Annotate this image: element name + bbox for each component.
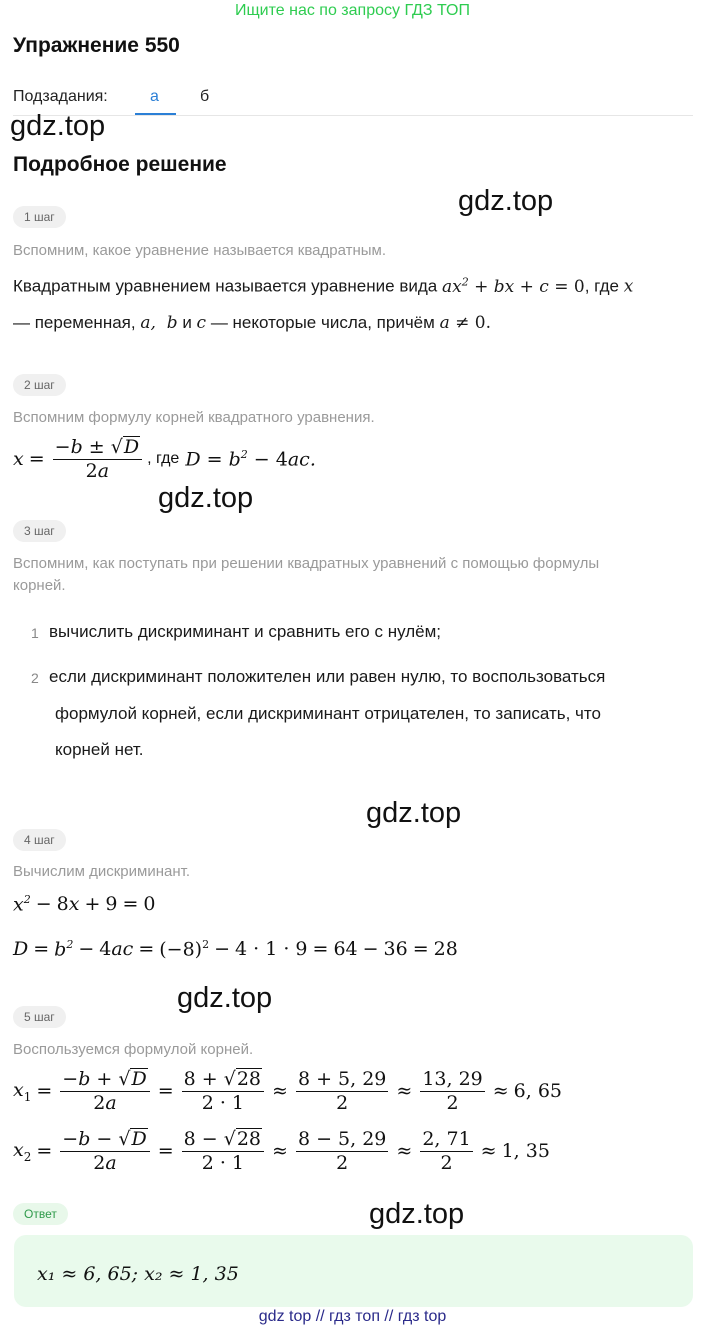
step-text	[13, 313, 491, 333]
list-item: формулой корней, если дискриминант отрицателен, то записать, что	[55, 704, 601, 723]
text-fragment: и	[182, 313, 192, 332]
step-hint: Вспомним, как поступать при решении квадратных уравнений с помощью формулы	[13, 555, 600, 572]
answer-value: x₁ ≈ 6, 65; x₂ ≈ 1, 35	[37, 1263, 239, 1285]
root-x2: $x_2$ = $\frac{-b - √D}{2a}$ = $\frac{8 - √28}{2 \cdot 1}$ ≈ $\frac{8 - 5, 29}{2}$ ≈ $\frac{2, 71}{2}$ ≈ 1, 35	[13, 1128, 550, 1174]
formula: a, b	[140, 313, 178, 333]
answer-badge: Ответ	[13, 1203, 68, 1225]
root-formula: x = $\frac{-b \pm √D}{2a}$ , где $D = b^2 - 4ac$.	[13, 436, 316, 482]
tab-a[interactable]: а	[150, 88, 159, 105]
step-hint: Вычислим дискриминант.	[13, 863, 190, 880]
text-fragment: — переменная,	[13, 313, 136, 332]
list-item: если дискриминант положителен или равен нулю, то воспользоваться	[49, 667, 606, 686]
list-number: 1	[31, 625, 39, 641]
discriminant-calc: D = $b^2$ − 4 ac = $(-8)^2$ − 4 · 1 · 9 = 64 − 36 = 28	[13, 938, 458, 961]
footer-links[interactable]: gdz top // гдз топ // гдз top	[258, 1308, 447, 1325]
step-hint: Вспомним, какое уравнение называется квадратным.	[13, 242, 387, 259]
watermark: gdz.top	[177, 982, 273, 1014]
step-badge: 3 шаг	[13, 520, 66, 542]
watermark: gdz.top	[158, 482, 254, 514]
list-number: 2	[31, 670, 39, 686]
step-badge: 2 шаг	[13, 374, 66, 396]
step-hint: Вспомним формулу корней квадратного уравнения.	[13, 409, 375, 426]
section-title: Подробное решение	[13, 153, 227, 176]
watermark: gdz.top	[366, 797, 462, 829]
root-x1: $x_1$ = $\frac{-b + √D}{2a}$ = $\frac{8 + √28}{2 \cdot 1}$ ≈ $\frac{8 + 5, 29}{2}$ ≈ $\frac{13, 29}{2}$ ≈ 6, 65	[13, 1068, 563, 1114]
formula: $ax^2$ + bx + c = 0	[441, 275, 585, 297]
text-fragment: , где	[584, 276, 619, 296]
watermark: gdz.top	[10, 110, 106, 142]
watermark: gdz.top	[369, 1198, 465, 1230]
equation: $x^2$ − 8 x + 9 = 0	[13, 893, 156, 916]
step-text	[13, 275, 633, 297]
text-fragment: , где	[147, 450, 180, 468]
formula: x	[623, 276, 634, 297]
step-hint: Воспользуемся формулой корней.	[13, 1041, 254, 1058]
subtasks-label: Подзадания:	[13, 88, 108, 105]
list-item: корней нет.	[55, 740, 144, 759]
list-item: вычислить дискриминант и сравнить его с нулём;	[49, 622, 442, 641]
step-badge: 5 шаг	[13, 1006, 66, 1028]
text-fragment: Квадратным уравнением называется уравнение вида	[13, 276, 438, 296]
page-title: Упражнение 550	[13, 34, 180, 57]
step-hint: корней.	[13, 577, 66, 594]
tab-b[interactable]: б	[200, 88, 210, 105]
formula: a ≠ 0.	[439, 313, 491, 333]
divider	[13, 115, 693, 116]
step-badge: 4 шаг	[13, 829, 66, 851]
step-badge: 1 шаг	[13, 206, 66, 228]
watermark: gdz.top	[458, 185, 554, 217]
top-banner: Ищите нас по запросу ГДЗ ТОП	[235, 2, 470, 19]
formula: c	[196, 313, 207, 333]
text-fragment: — некоторые числа, причём	[210, 313, 435, 332]
